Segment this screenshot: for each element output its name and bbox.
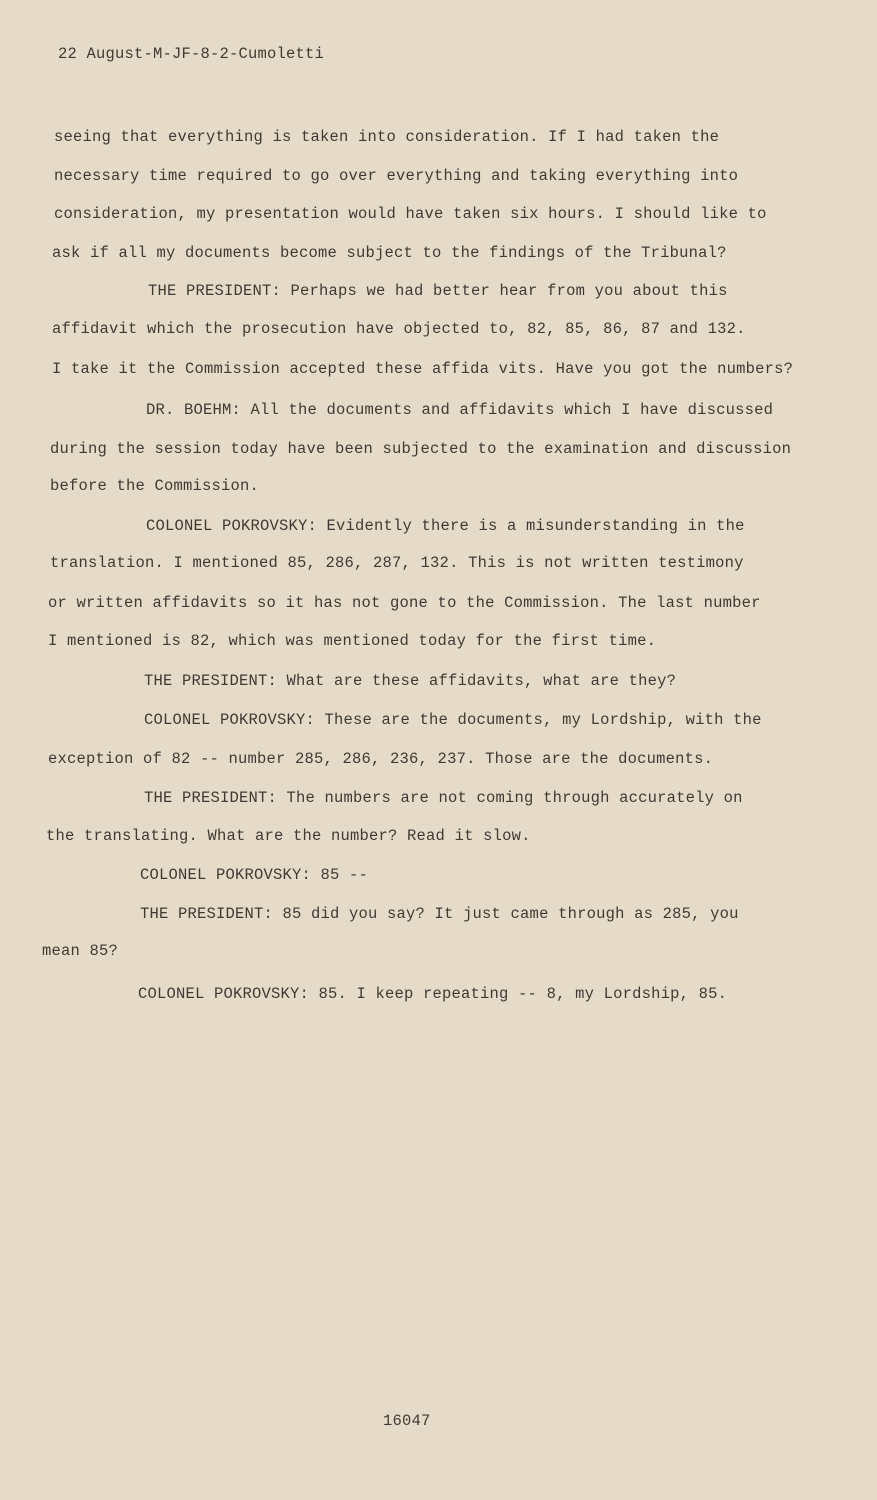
text-line: seeing that everything is taken into consideration. If I had taken the — [54, 128, 720, 146]
page-number: 16047 — [383, 1412, 431, 1430]
speaker-line: DR. BOEHM: All the documents and affidavits which I have discussed — [146, 401, 774, 419]
text-line: mean 85? — [42, 942, 119, 960]
text-line: before the Commission. — [50, 477, 260, 495]
speaker-line: COLONEL POKROVSKY: 85 -- — [140, 866, 369, 884]
speaker-line: THE PRESIDENT: What are these affidavits, what are they? — [144, 672, 677, 690]
text-line: translation. I mentioned 85, 286, 287, 132. This is not written testimony — [50, 554, 744, 572]
text-line: exception of 82 -- number 285, 286, 236, 237. Those are the documents. — [48, 750, 714, 768]
speaker-line: THE PRESIDENT: 85 did you say? It just came through as 285, you — [140, 905, 739, 923]
text-line: necessary time required to go over everything and taking everything into — [54, 167, 739, 185]
page-header: 22 August-M-JF-8-2-Cumoletti — [58, 45, 325, 63]
speaker-line: COLONEL POKROVSKY: 85. I keep repeating -- 8, my Lordship, 85. — [138, 985, 728, 1003]
text-line: ask if all my documents become subject to the findings of the Tribunal? — [52, 244, 727, 262]
text-line: I mentioned is 82, which was mentioned today for the first time. — [48, 632, 657, 650]
text-line: or written affidavits so it has not gone to the Commission. The last number — [48, 594, 761, 612]
text-line: affidavit which the prosecution have objected to, 82, 85, 86, 87 and 132. — [52, 320, 746, 338]
speaker-line: THE PRESIDENT: Perhaps we had better hear from you about this — [148, 282, 728, 300]
speaker-line: COLONEL POKROVSKY: Evidently there is a misunderstanding in the — [146, 517, 745, 535]
text-line: the translating. What are the number? Read it slow. — [46, 827, 531, 845]
text-line: consideration, my presentation would have taken six hours. I should like to — [54, 205, 767, 223]
text-line: I take it the Commission accepted these affida vits. Have you got the numbers? — [52, 360, 794, 378]
text-line: during the session today have been subjected to the examination and discussion — [50, 440, 792, 458]
speaker-line: THE PRESIDENT: The numbers are not coming through accurately on — [144, 789, 743, 807]
speaker-line: COLONEL POKROVSKY: These are the documents, my Lordship, with the — [144, 711, 762, 729]
